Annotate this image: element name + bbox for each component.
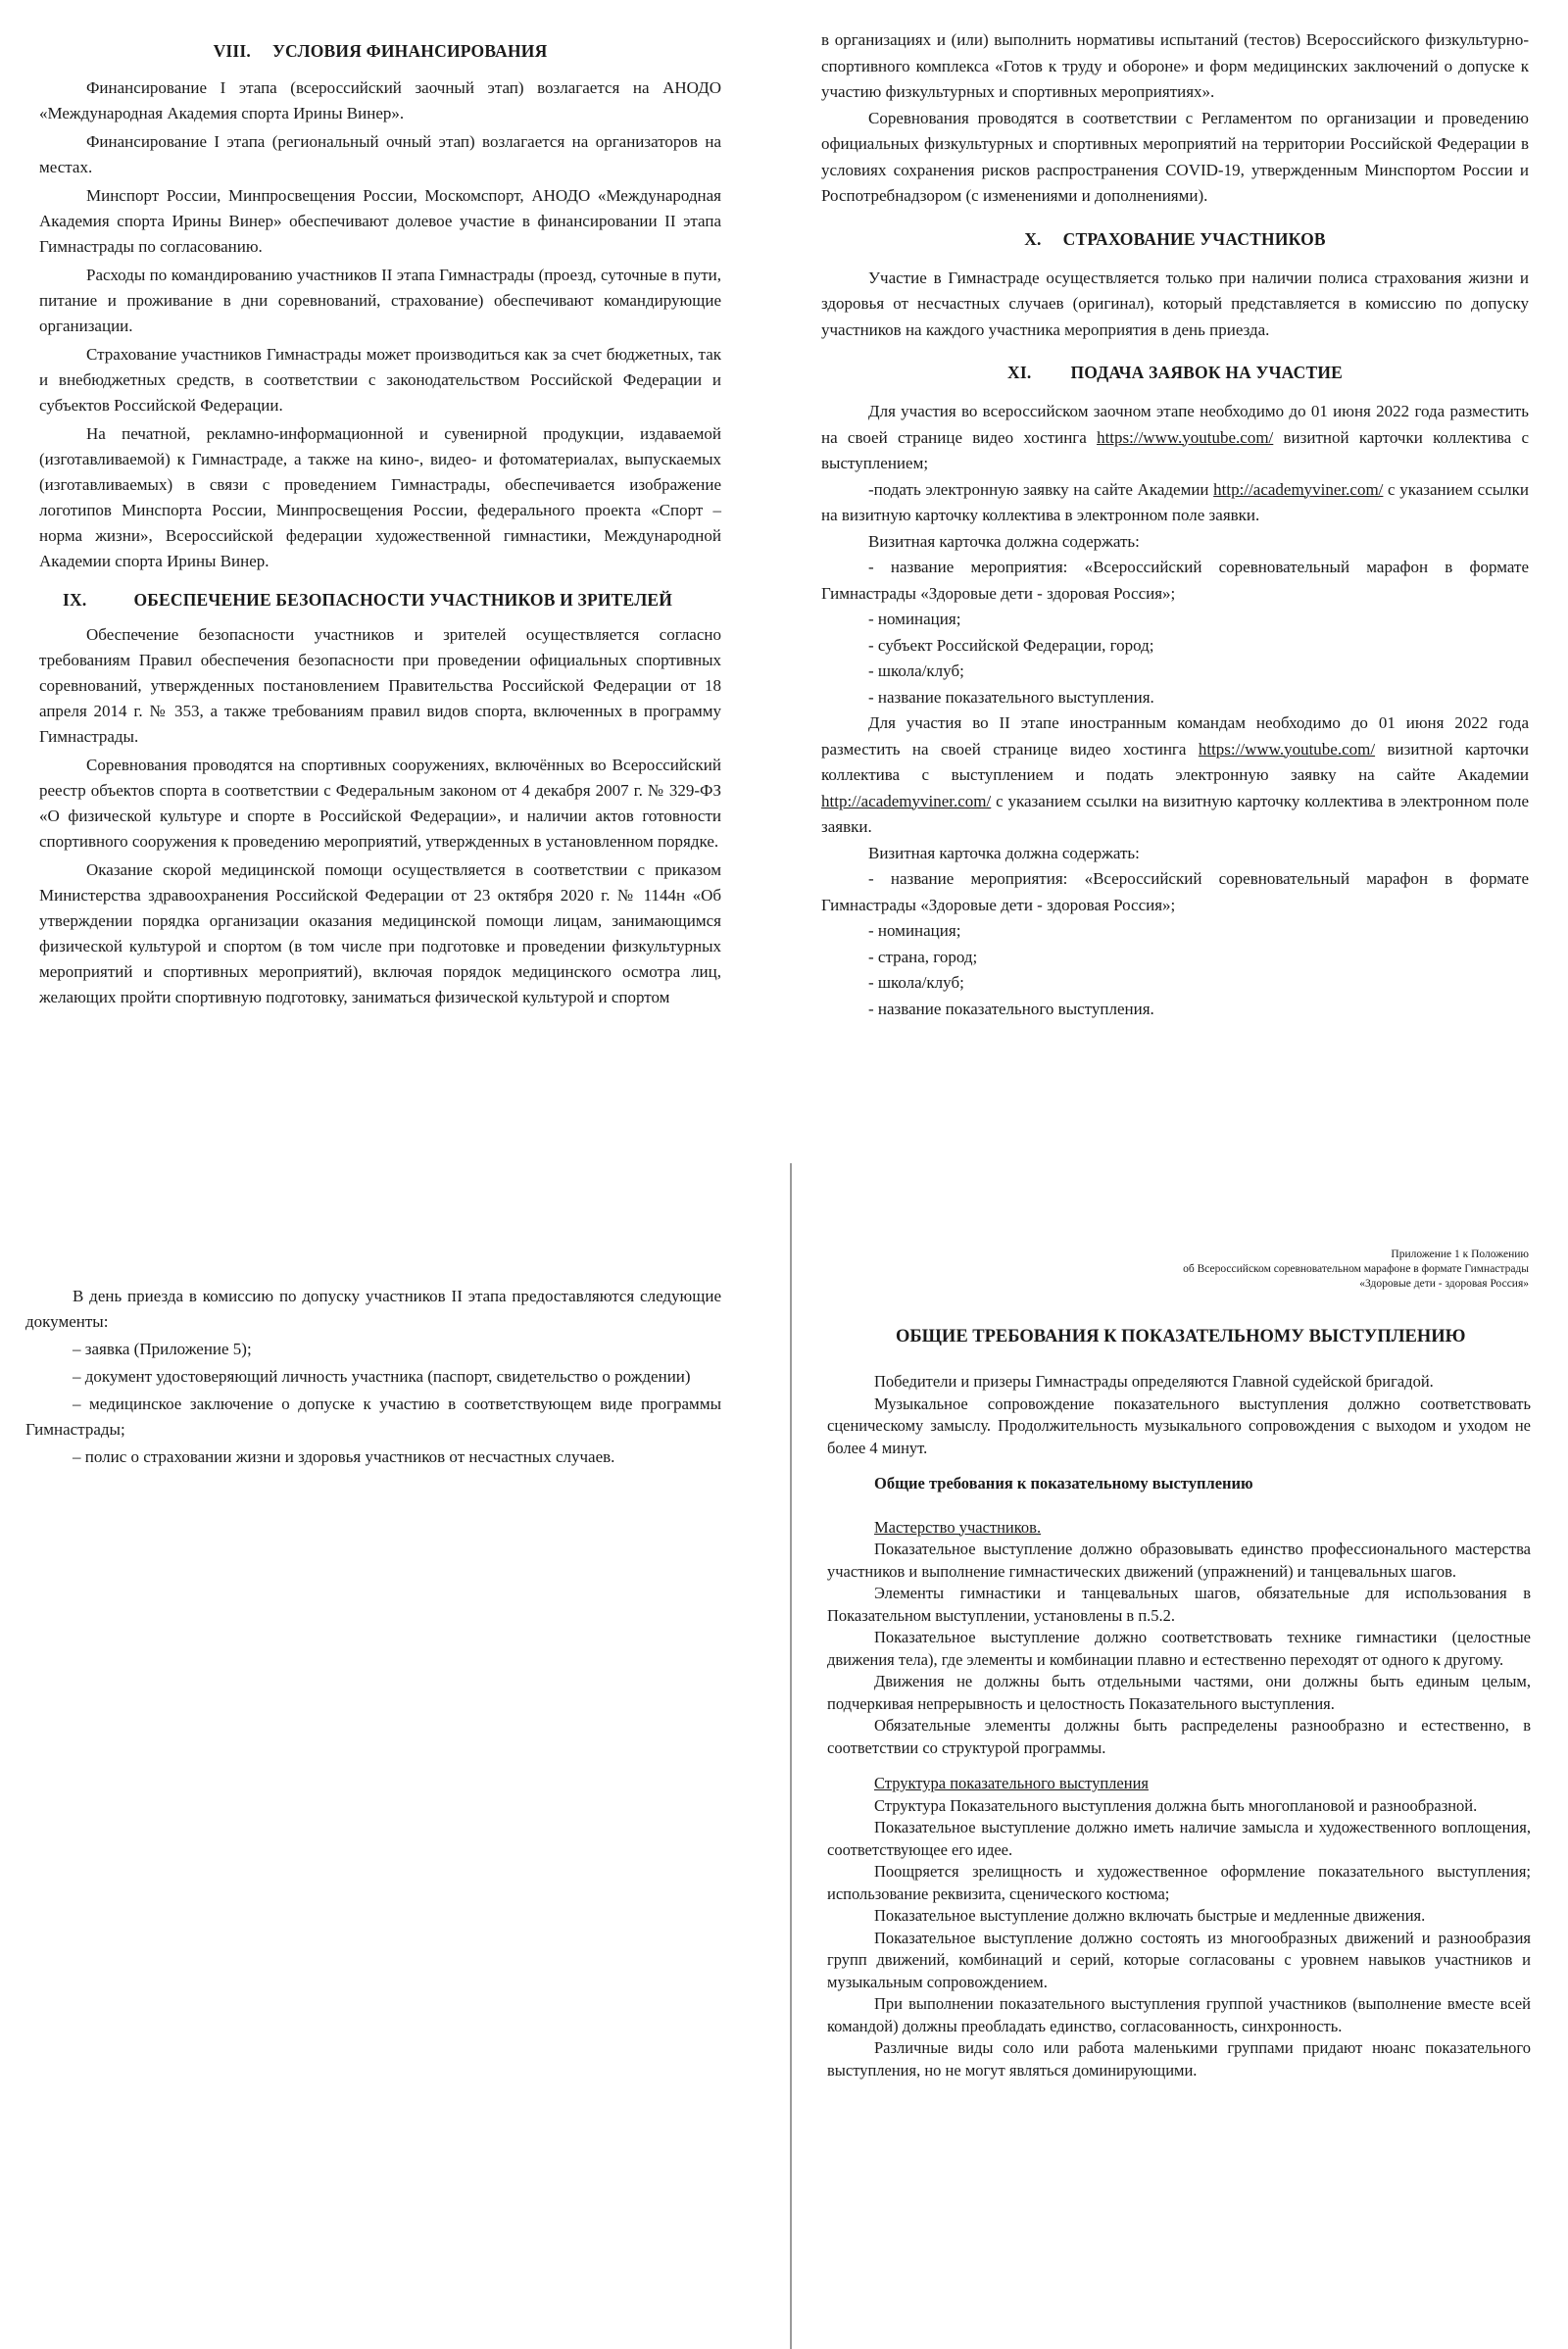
paragraph: [821, 477, 1529, 529]
list-item: - школа/клуб;: [868, 661, 964, 680]
annex-line: Приложение 1 к Положению: [1391, 1248, 1529, 1260]
paragraph: В день приезда в комиссию по допуску участников II этапа предоставляются следующие документы:: [25, 1287, 721, 1331]
paragraph: Соревнования проводятся в соответствии с Регламентом по организации и проведению официальных физкультурных и спортивных мероприятий на территории Российской Федерации в условиях сохранения рисков распространения COVID-19, утвержденным Минспортом России и Роспотребнадзором (с изменениями и дополнениями).: [821, 108, 1529, 205]
page-content: [827, 1248, 1531, 2081]
paragraph: Оказание скорой медицинской помощи осуществляется в соответствии с приказом Министерства здравоохранения Российской Федерации от 23 октября 2020 г. № 1144н «Об утверждении порядка организации оказания медицинской помощи лицам, занимающимся физической культурой и спортом (в том числе при подготовке и проведении физкультурных мероприятий и спортивных мероприятий), включая порядок медицинского осмотра лиц, желающих пройти спортивную подготовку, заниматься физической культурой и спортом: [39, 860, 721, 1006]
list-item: – медицинское заключение о допуске к участию в соответствующем виде программы Гимнастрады;: [25, 1395, 721, 1439]
paragraph: Визитная карточка должна содержать:: [868, 531, 1140, 551]
section-heading-x: [821, 229, 1529, 250]
section-heading-viii: [39, 41, 721, 62]
list-item: - страна, город;: [868, 947, 978, 966]
subsection-heading-mastery: Мастерство участников.: [874, 1517, 1042, 1537]
paragraph: Расходы по командированию участников II этапа Гимнастрады (проезд, суточные в пути, питание и проживание в дни соревнований, страхование) обеспечивают командирующие организации.: [39, 266, 721, 335]
list-item: – заявка (Приложение 5);: [73, 1340, 252, 1358]
paragraph: [821, 710, 1529, 841]
paragraph: Соревнования проводятся на спортивных сооружениях, включённых во Всероссийский реестр объектов спорта в соответствии с Федеральным законом от 4 декабря 2007 г. № 329-ФЗ «О физической культуре и спорте в Российской Федерации», и наличии актов готовности спортивного сооружения к проведению мероприятий, утвержденных в установленном порядке.: [39, 756, 721, 851]
youtube-link[interactable]: https://www.youtube.com/: [1097, 427, 1274, 447]
paragraph: На печатной, рекламно-информационной и сувенирной продукции, издаваемой (изготавливаемой) к Гимнастраде, а также на кино-, видео- и фотоматериалах, выпускаемых (изготавливаемых) в связи с проведением Гимнастрады, обеспечивается изображение логотипов Минспорта России, Минпросвещения России, федерального проекта «Спорт – норма жизни», Всероссийской федерации художественной гимнастики, Международной Академии спорта Ирины Винер.: [39, 424, 721, 570]
paragraph: Участие в Гимнастраде осуществляется только при наличии полиса страхования жизни и здоровья от несчастных случаев (оригинал), который представляется в комиссию по допуску участников на каждого участника мероприятия в день приезда.: [821, 268, 1529, 339]
list-item: - название показательного выступления.: [868, 999, 1154, 1018]
section-number: VIII.: [213, 41, 252, 61]
spacer: [827, 1759, 1531, 1773]
section-title: УСЛОВИЯ ФИНАНСИРОВАНИЯ: [272, 41, 548, 61]
paragraph: Показательное выступление должно образовывать единство профессионального мастерства участников и выполнение гимнастических движений (упражнений) и танцевальных шагов.: [827, 1540, 1531, 1581]
page-content: [39, 41, 721, 1013]
annex-line: об Всероссийском соревновательном марафоне в формате Гимнастрады: [1183, 1263, 1529, 1275]
page-top-right: [784, 0, 1568, 1161]
section-heading-ix: [39, 590, 721, 611]
page-bottom-right: [790, 1161, 1568, 2349]
text: Для участия во II этапе иностранным командам необходимо до 01 июня 2022 года разместить на своей странице видео хостинга: [821, 713, 1529, 759]
subsection-heading-structure: Структура показательного выступления: [874, 1774, 1149, 1792]
paragraph: Обеспечение безопасности участников и зрителей осуществляется согласно требованиям Правил обеспечения безопасности при проведении официальных спортивных соревнований, утвержденных постановлением Правительства Российской Федерации от 18 апреля 2014 г. № 353, а также требованиям правил видов спорта, включенных в программу Гимнастрады.: [39, 625, 721, 746]
page-bottom-left: [0, 1161, 790, 2349]
section-title: ОБЕСПЕЧЕНИЕ БЕЗОПАСНОСТИ УЧАСТНИКОВ И ЗРИТЕЛЕЙ: [133, 590, 673, 610]
page-content: [25, 1284, 721, 1472]
text: визитной карточки коллектива с выступлением и подать электронную заявку на сайте Академии: [821, 739, 1529, 784]
list-item: - номинация;: [868, 610, 961, 628]
text: с указанием ссылки на визитную карточку коллектива в электронном поле заявки.: [821, 791, 1529, 836]
list-item: - название мероприятия: «Всероссийский соревновательный марафон в формате Гимнастрады «Здоровые дети - здоровая Россия»;: [821, 869, 1529, 914]
text: визитной карточки коллектива с выступлением;: [821, 427, 1529, 472]
paragraph: Победители и призеры Гимнастрады определяются Главной судейской бригадой.: [874, 1372, 1434, 1391]
paragraph: Музыкальное сопровождение показательного выступления должно соответствовать сценическому замыслу. Продолжительность музыкального сопровождения с выходом и уходом не более 4 минут.: [827, 1394, 1531, 1457]
section-number: IX.: [63, 590, 87, 610]
academy-link[interactable]: http://academyviner.com/: [1213, 479, 1384, 499]
section-title: СТРАХОВАНИЕ УЧАСТНИКОВ: [1062, 228, 1326, 249]
section-number: XI.: [1007, 363, 1032, 382]
paragraph: Страхование участников Гимнастрады может производиться как за счет бюджетных, так и внебюджетных средств, в соответствии с законодательством Российской Федерации и субъектов Российской Федерации.: [39, 345, 721, 415]
section-title: ПОДАЧА ЗАЯВОК НА УЧАСТИЕ: [1070, 363, 1343, 382]
academy-link[interactable]: http://academyviner.com/: [821, 791, 992, 810]
list-item: – документ удостоверяющий личность участника (паспорт, свидетельство о рождении): [73, 1367, 691, 1386]
paragraph: Обязательные элементы должны быть распределены разнообразно и естественно, в соответствии со структурой программы.: [827, 1716, 1531, 1757]
youtube-link[interactable]: https://www.youtube.com/: [1198, 739, 1376, 759]
annex-line: «Здоровые дети - здоровая Россия»: [1359, 1278, 1529, 1290]
paragraph-continuation: в организациях и (или) выполнить нормативы испытаний (тестов) Всероссийского физкультурно-спортивного комплекса «Готов к труду и обороне» и форм медицинских заключений о допуске к участию физкультурных и спортивных мероприятиях».: [821, 30, 1529, 101]
document-title: ОБЩИЕ ТРЕБОВАНИЯ К ПОКАЗАТЕЛЬНОМУ ВЫСТУПЛЕНИЮ: [896, 1327, 1466, 1346]
paragraph: Элементы гимнастики и танцевальных шагов, обязательные для использования в Показательном выступлении, установлены в п.5.2.: [827, 1584, 1531, 1625]
paragraph: [821, 399, 1529, 477]
paragraph: Показательное выступление должно состоять из многообразных движений и разнообразия групп движений, комбинаций и серий, которые согласованы с уровнем навыков участников и музыкальным сопровождением.: [827, 1928, 1531, 1991]
annex-header: [827, 1248, 1531, 1292]
page-top-left: [0, 0, 784, 1161]
list-item: - название показательного выступления.: [868, 687, 1154, 707]
text: с указанием ссылки на визитную карточку коллектива в электронном поле заявки.: [821, 479, 1529, 524]
list-item: - школа/клуб;: [868, 973, 964, 992]
paragraph: Минспорт России, Минпросвещения России, Москомспорт, АНОДО «Международная Академия спорта Ирины Винер» обеспечивают долевое участие в финансировании II этапа Гимнастрады по согласованию.: [39, 186, 721, 256]
paragraph: Показательное выступление должно соответствовать технике гимнастики (целостные движения тела), где элементы и комбинации плавно и естественно переходят от одного к другому.: [827, 1628, 1531, 1669]
list-item: - субъект Российской Федерации, город;: [868, 635, 1154, 655]
section-heading-xi: [821, 363, 1529, 383]
paragraph: Поощряется зрелищность и художественное оформление показательного выступления; использование реквизита, сценического костюма;: [827, 1862, 1531, 1903]
text: -подать электронную заявку на сайте Академии: [868, 479, 1214, 499]
list-item: - название мероприятия: «Всероссийский соревновательный марафон в формате Гимнастрады «Здоровые дети - здоровая Россия»;: [821, 558, 1529, 603]
paragraph: Движения не должны быть отдельными частями, они должны быть единым целым, подчеркивая непрерывность и целостность Показательного выступления.: [827, 1672, 1531, 1713]
paragraph: Различные виды соло или работа маленькими группами придают нюанс показательного выступления, но не могут являться доминирующими.: [827, 2038, 1531, 2080]
paragraph: При выполнении показательного выступления группой участников (выполнение вместе всей командой) должны преобладать единство, согласованность, синхронность.: [827, 1994, 1531, 2035]
text: Для участия во всероссийском заочном этапе необходимо до 01 июня 2022 года разместить на своей странице видео хостинга: [821, 402, 1529, 447]
paragraph: Показательное выступление должно включать быстрые и медленные движения.: [874, 1906, 1426, 1925]
page-content: [821, 27, 1529, 1022]
section-number: X.: [1024, 228, 1042, 249]
paragraph: Показательное выступление должно иметь наличие замысла и художественного воплощения, соответствующее его идее.: [827, 1818, 1531, 1859]
paragraph: Финансирование I этапа (всероссийский заочный этап) возлагается на АНОДО «Международная Академия спорта Ирины Винер».: [39, 78, 721, 122]
paragraph: Визитная карточка должна содержать:: [868, 843, 1140, 862]
paragraph: Финансирование I этапа (региональный очный этап) возлагается на организаторов на местах.: [39, 132, 721, 176]
list-item: - номинация;: [868, 921, 961, 940]
paragraph: Структура Показательного выступления должна быть многоплановой и разнообразной.: [874, 1795, 1478, 1815]
list-item: – полис о страховании жизни и здоровья участников от несчастных случаев.: [73, 1447, 615, 1466]
subheading: Общие требования к показательному выступлению: [874, 1474, 1253, 1493]
